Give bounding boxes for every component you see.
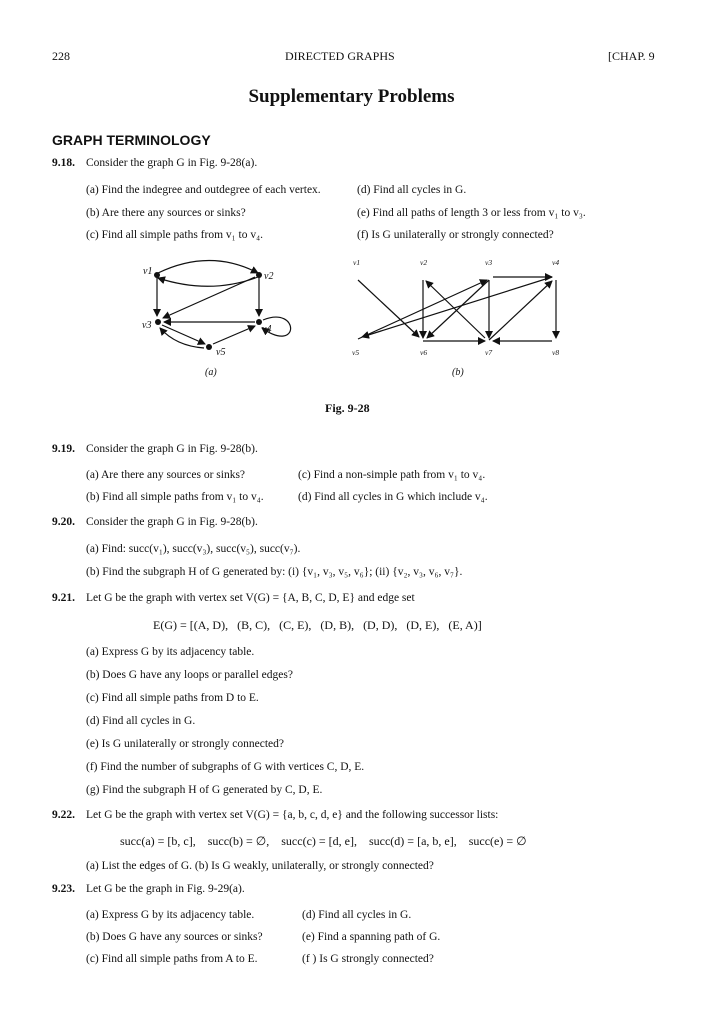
problem-part: (g) Find the subgraph H of G generated by C, D, E. <box>86 784 323 796</box>
edge-v5-v4 <box>213 326 255 344</box>
vertex-label: v6 <box>420 348 428 357</box>
vertex-label: v2 <box>420 258 428 267</box>
vertex-label: v5 <box>352 348 360 357</box>
graph-b <box>358 277 556 341</box>
edge-v1-v2 <box>158 261 258 274</box>
problem-part: (e) Find all paths of length 3 or less from v₁ to v₃. <box>357 207 586 219</box>
section-heading: GRAPH TERMINOLOGY <box>52 132 211 148</box>
edge-v5-v3 <box>160 328 204 348</box>
figure-caption: Fig. 9-28 <box>325 401 370 415</box>
vertex-label: v2 <box>264 271 274 282</box>
problem-part: (c) Find all simple paths from v₁ to v₄. <box>86 229 263 241</box>
problem-part: (a) Find: succ(v₁), succ(v₃), succ(v₅), succ(v₇). <box>86 543 301 555</box>
vertex-label: v3 <box>142 320 152 331</box>
edge-v2-v1 <box>158 277 258 286</box>
problem-part: (a) Express G by its adjacency table. <box>86 909 255 921</box>
vertex-label: v5 <box>216 347 226 358</box>
problem-intro: Consider the graph G in Fig. 9-28(b). <box>86 443 258 455</box>
problem-number: 9.18. <box>52 157 75 169</box>
problem-part: (a) List the edges of G. (b) Is G weakly, unilaterally, or strongly connected? <box>86 860 434 872</box>
vertex-label: v8 <box>552 348 560 357</box>
page-number: 228 <box>52 49 70 63</box>
problem-number: 9.19. <box>52 443 75 455</box>
problem-part: (c) Find all simple paths from A to E. <box>86 953 258 965</box>
problem-number: 9.23. <box>52 883 75 895</box>
edge-set: E(G) = [(A, D), (B, C), (C, E), (D, B), (D, D), (D, E), (E, A)] <box>153 618 482 632</box>
problem-part: (a) Are there any sources or sinks? <box>86 469 246 481</box>
problem-part: (e) Is G unilaterally or strongly connected? <box>86 738 284 750</box>
figure-b-label: (b) <box>452 367 464 378</box>
vertex-label: v1 <box>143 266 153 277</box>
problem-part: (d) Find all cycles in G. <box>302 909 412 921</box>
graph-a-vertices <box>154 272 262 350</box>
problem-number: 9.22. <box>52 809 75 821</box>
problem-part: (b) Does G have any loops or parallel edges? <box>86 669 293 681</box>
figure-9-28 <box>0 250 703 390</box>
problem-part: (d) Find all cycles in G. <box>357 184 467 196</box>
running-title: DIRECTED GRAPHS <box>285 49 395 63</box>
graph-a-labels <box>142 266 273 358</box>
problem-part: (a) Express G by its adjacency table. <box>86 646 255 658</box>
vertex <box>154 272 160 278</box>
problem-number: 9.20. <box>52 516 75 528</box>
problem-part: (e) Find a spanning path of G. <box>302 931 441 943</box>
problem-intro: Let G be the graph with vertex set V(G) = {A, B, C, D, E} and edge set <box>86 592 415 604</box>
successor-lists: succ(a) = [b, c], succ(b) = ∅, succ(c) = [d, e], succ(d) = [a, b, e], succ(e) = ∅ <box>120 834 527 848</box>
problem-part: (c) Find a non-simple path from v₁ to v₄. <box>298 469 486 481</box>
page-title: Supplementary Problems <box>248 86 455 107</box>
problem-part: (b) Does G have any sources or sinks? <box>86 931 263 943</box>
problem-part: (f) Find the number of subgraphs of G with vertices C, D, E. <box>86 761 365 773</box>
vertex-label: v4 <box>262 324 272 335</box>
vertex-label: v3 <box>485 258 493 267</box>
problem-part: (d) Find all cycles in G. <box>86 715 196 727</box>
problem-intro: Let G be the graph with vertex set V(G) = {a, b, c, d, e} and the following successor lists: <box>86 809 499 821</box>
chapter-label: [CHAP. 9 <box>608 49 655 63</box>
problem-part: (b) Are there any sources or sinks? <box>86 207 246 219</box>
problem-part: (f ) Is G strongly connected? <box>302 953 434 965</box>
problem-part: (c) Find all simple paths from D to E. <box>86 692 259 704</box>
problem-part: (f) Is G unilaterally or strongly connected? <box>357 229 554 241</box>
vertex <box>256 272 262 278</box>
problem-part: (b) Find the subgraph H of G generated by: (i) {v₁, v₃, v₅, v₆}; (ii) {v₂, v₃, v₆, v₇}. <box>86 566 463 578</box>
vertex-label: v4 <box>552 258 560 267</box>
problem-number: 9.21. <box>52 592 75 604</box>
problem-intro: Consider the graph G in Fig. 9-28(b). <box>86 516 258 528</box>
problem-intro: Consider the graph G in Fig. 9-28(a). <box>86 157 258 169</box>
vertex-label: v7 <box>485 348 493 357</box>
vertex <box>206 344 212 350</box>
vertex-label: v1 <box>353 258 361 267</box>
problem-part: (a) Find the indegree and outdegree of each vertex. <box>86 184 321 196</box>
problem-intro: Let G be the graph in Fig. 9-29(a). <box>86 883 245 895</box>
edge-v3-v5 <box>162 325 205 344</box>
problem-part: (d) Find all cycles in G which include v₄. <box>298 491 488 503</box>
figure-a-label: (a) <box>205 367 217 378</box>
vertex <box>155 319 161 325</box>
problem-part: (b) Find all simple paths from v₁ to v₄. <box>86 491 264 503</box>
